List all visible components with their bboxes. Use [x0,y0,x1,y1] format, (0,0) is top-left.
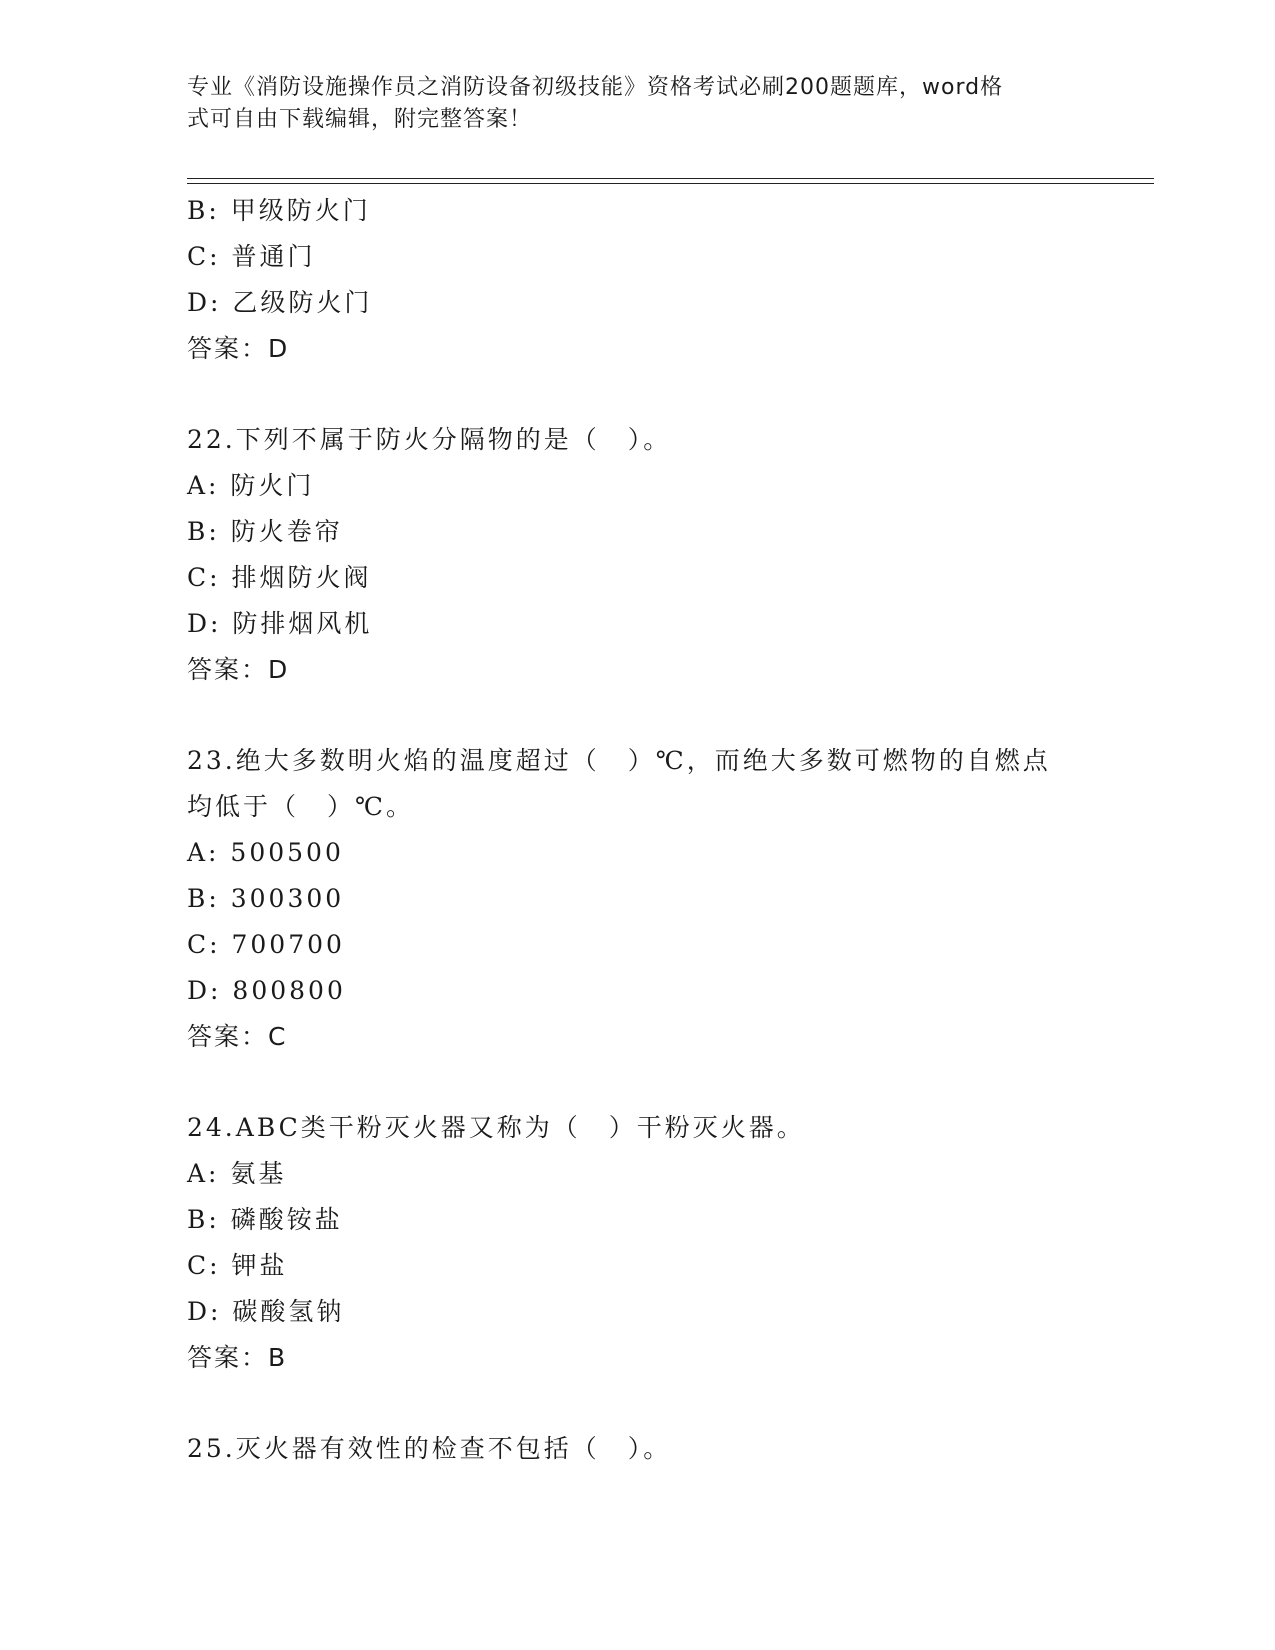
answer-line: 答案：C [187,1022,288,1051]
question-text: 22.下列不属于防火分隔物的是（ ）。 [187,425,672,454]
question-list [187,188,1087,1472]
option-c: C: 普通门 [187,242,316,271]
header-line-2: 式可自由下载编辑，附完整答案！ [187,107,533,132]
option-d: D: 碳酸氢钠 [187,1297,345,1326]
answer-line: 答案：D [187,334,290,363]
answer-line: 答案：B [187,1343,288,1372]
answer-line: 答案：D [187,655,290,684]
header-line-1: 专业《消防设施操作员之消防设备初级技能》资格考试必刷200题题库，word格 [187,75,1004,100]
option-c: C: 700700 [187,930,345,959]
question-text-line-1: 23.绝大多数明火焰的温度超过（ ）℃，而绝大多数可燃物的自燃点 [187,746,1051,775]
question-25 [187,1426,1087,1472]
option-d: D: 800800 [187,976,346,1005]
spacer [187,1060,1087,1105]
question-text: 25.灭火器有效性的检查不包括（ ）。 [187,1434,672,1463]
spacer [187,372,1087,417]
question-21 [187,188,1087,372]
header-divider-bottom [187,183,1154,184]
question-text-line-2: 均低于（ ）℃。 [187,792,414,821]
question-24 [187,1105,1087,1381]
document-header [187,72,1067,136]
option-d: D: 乙级防火门 [187,288,373,317]
option-b: B: 300300 [187,884,345,913]
question-text: 24.ABC类干粉灭火器又称为（ ）干粉灭火器。 [187,1113,805,1142]
option-a: A: 500500 [187,838,344,867]
option-b: B: 磷酸铵盐 [187,1205,343,1234]
option-b: B: 防火卷帘 [187,517,343,546]
option-a: A: 氨基 [187,1159,287,1188]
option-d: D: 防排烟风机 [187,609,373,638]
option-c: C: 排烟防火阀 [187,563,372,592]
spacer [187,693,1087,738]
question-23 [187,738,1087,1060]
option-c: C: 钾盐 [187,1251,288,1280]
spacer [187,1381,1087,1426]
question-22 [187,417,1087,693]
option-b: B: 甲级防火门 [187,196,371,225]
header-divider-top [187,178,1154,179]
option-a: A: 防火门 [187,471,315,500]
